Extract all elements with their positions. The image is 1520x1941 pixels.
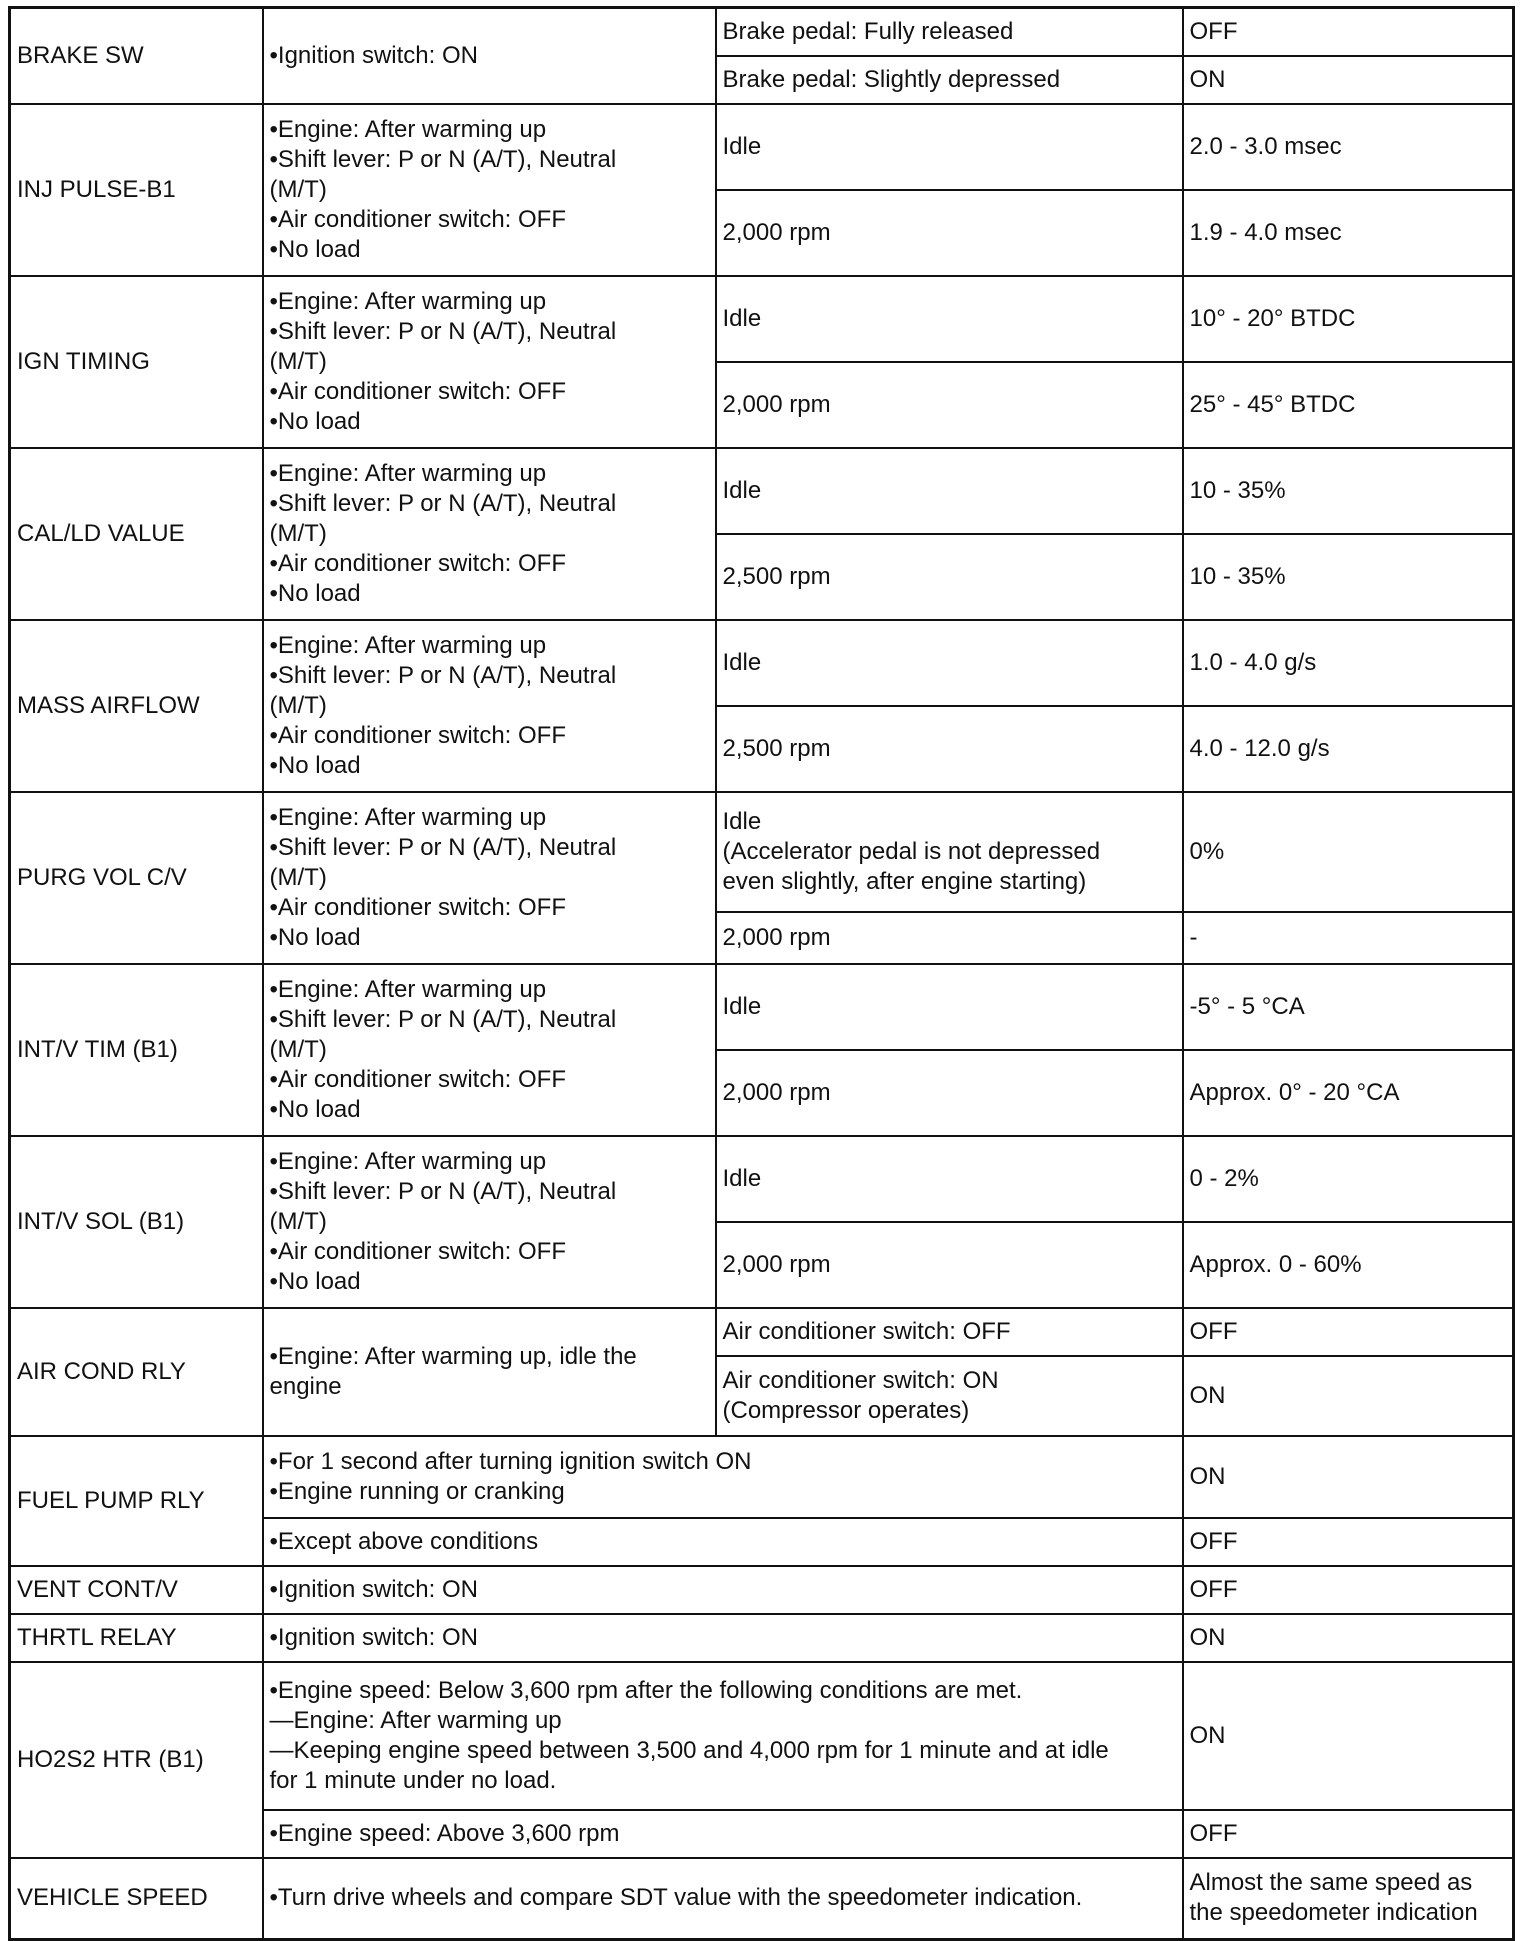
condition-line: •Turn drive wheels and compare SDT value with the speedometer indication. <box>269 1884 1083 1912</box>
condition-line: •Air conditioner switch: OFF <box>269 1065 566 1093</box>
condition-line: •No load <box>269 1095 361 1123</box>
value-cell: OFF <box>1183 1810 1514 1858</box>
condition-cell <box>263 448 716 620</box>
condition-cell <box>263 1858 1183 1940</box>
condition-line: •Shift lever: P or N (A/T), Neutral <box>269 489 617 517</box>
condition-cell <box>263 104 716 276</box>
condition-line: •Engine: After warming up <box>269 459 547 487</box>
monitor-item-fuel-pump-rly: FUEL PUMP RLY <box>10 1436 263 1566</box>
condition-line: •Engine: After warming up <box>269 287 547 315</box>
monitor-item-mass-airflow: MASS AIRFLOW <box>10 620 263 792</box>
monitor-item-thrtl-relay: THRTL RELAY <box>10 1614 263 1662</box>
condition-line: •No load <box>269 235 361 263</box>
condition-cell <box>263 1308 716 1436</box>
condition-cell <box>263 1436 1183 1518</box>
state-cell: Idle (Accelerator pedal is not depressed even slightly, after engine starting) <box>716 792 1183 912</box>
condition-line: •No load <box>269 1267 361 1295</box>
table-row <box>10 1136 1514 1222</box>
condition-line: •Air conditioner switch: OFF <box>269 721 566 749</box>
condition-line: (M/T) <box>269 1035 327 1063</box>
value-cell: Approx. 0 - 60% <box>1183 1222 1514 1308</box>
condition-line: (M/T) <box>269 863 327 891</box>
condition-line: •Engine: After warming up, idle the <box>269 1342 637 1370</box>
value-cell: Approx. 0° - 20 °CA <box>1183 1050 1514 1136</box>
value-cell: ON <box>1183 1614 1514 1662</box>
condition-line: engine <box>269 1372 342 1400</box>
value-cell: ON <box>1183 1662 1514 1810</box>
condition-line: —Engine: After warming up <box>269 1706 562 1734</box>
table-row <box>10 1662 1514 1810</box>
monitor-item-brake-sw: BRAKE SW <box>10 8 263 104</box>
value-cell: -5° - 5 °CA <box>1183 964 1514 1050</box>
condition-line: •No load <box>269 579 361 607</box>
condition-line: •Ignition switch: ON <box>269 1623 478 1651</box>
value-cell: - <box>1183 912 1514 964</box>
condition-line: •For 1 second after turning ignition switch ON <box>269 1447 752 1475</box>
value-cell: OFF <box>1183 1518 1514 1566</box>
monitor-item-ho2s2-htr-b1: HO2S2 HTR (B1) <box>10 1662 263 1858</box>
condition-line: (M/T) <box>269 519 327 547</box>
value-cell: OFF <box>1183 1308 1514 1356</box>
monitor-item-air-cond-rly: AIR COND RLY <box>10 1308 263 1436</box>
state-cell: 2,000 rpm <box>716 912 1183 964</box>
value-cell: 0 - 2% <box>1183 1136 1514 1222</box>
table-row <box>10 448 1514 534</box>
condition-cell <box>263 1810 1183 1858</box>
state-cell: 2,000 rpm <box>716 1222 1183 1308</box>
state-cell: Idle <box>716 1136 1183 1222</box>
spec-table-body <box>10 8 1514 1940</box>
table-row <box>10 1566 1514 1614</box>
value-cell: Almost the same speed as the speedometer indication <box>1183 1858 1514 1940</box>
state-cell: Idle <box>716 964 1183 1050</box>
condition-line: •Engine speed: Below 3,600 rpm after the following conditions are met. <box>269 1676 1023 1704</box>
value-cell: 1.0 - 4.0 g/s <box>1183 620 1514 706</box>
condition-line: •No load <box>269 407 361 435</box>
state-cell: 2,500 rpm <box>716 706 1183 792</box>
monitor-item-ign-timing: IGN TIMING <box>10 276 263 448</box>
table-row <box>10 1308 1514 1356</box>
value-cell: ON <box>1183 1436 1514 1518</box>
condition-cell <box>263 1614 1183 1662</box>
condition-line: •Engine speed: Above 3,600 rpm <box>269 1819 620 1847</box>
state-cell: Idle <box>716 104 1183 190</box>
condition-cell <box>263 964 716 1136</box>
value-cell: ON <box>1183 56 1514 104</box>
condition-line: •No load <box>269 923 361 951</box>
value-cell: OFF <box>1183 1566 1514 1614</box>
condition-cell <box>263 8 716 104</box>
condition-cell <box>263 1518 1183 1566</box>
monitor-item-purg-vol-c-v: PURG VOL C/V <box>10 792 263 964</box>
condition-line: •Engine: After warming up <box>269 803 547 831</box>
state-cell: Idle <box>716 620 1183 706</box>
condition-line: (M/T) <box>269 175 327 203</box>
condition-line: (M/T) <box>269 1207 327 1235</box>
condition-line: •Engine: After warming up <box>269 115 547 143</box>
value-cell: ON <box>1183 1356 1514 1436</box>
condition-line: •Shift lever: P or N (A/T), Neutral <box>269 317 617 345</box>
state-cell: Brake pedal: Fully released <box>716 8 1183 56</box>
state-cell: Brake pedal: Slightly depressed <box>716 56 1183 104</box>
value-cell: 0% <box>1183 792 1514 912</box>
condition-line: •Engine: After warming up <box>269 1147 547 1175</box>
state-cell: 2,000 rpm <box>716 190 1183 276</box>
value-cell: 10° - 20° BTDC <box>1183 276 1514 362</box>
condition-line: •Ignition switch: ON <box>269 41 478 69</box>
monitor-item-int-v-tim-b1: INT/V TIM (B1) <box>10 964 263 1136</box>
value-cell: 2.0 - 3.0 msec <box>1183 104 1514 190</box>
value-cell: 4.0 - 12.0 g/s <box>1183 706 1514 792</box>
state-cell: Idle <box>716 276 1183 362</box>
condition-line: •Engine: After warming up <box>269 631 547 659</box>
value-cell: 10 - 35% <box>1183 534 1514 620</box>
value-cell: OFF <box>1183 8 1514 56</box>
condition-line: for 1 minute under no load. <box>269 1766 557 1794</box>
condition-line: •Shift lever: P or N (A/T), Neutral <box>269 833 617 861</box>
table-row <box>10 964 1514 1050</box>
table-row <box>10 792 1514 912</box>
table-row <box>10 620 1514 706</box>
state-cell: Air conditioner switch: ON (Compressor operates) <box>716 1356 1183 1436</box>
condition-cell <box>263 1566 1183 1614</box>
monitor-spec-table <box>8 6 1515 1941</box>
condition-cell <box>263 276 716 448</box>
monitor-item-cal-ld-value: CAL/LD VALUE <box>10 448 263 620</box>
condition-line: •Air conditioner switch: OFF <box>269 205 566 233</box>
condition-cell <box>263 1662 1183 1810</box>
table-row <box>10 1858 1514 1940</box>
condition-cell <box>263 620 716 792</box>
table-row <box>10 276 1514 362</box>
state-cell: 2,000 rpm <box>716 1050 1183 1136</box>
table-row <box>10 8 1514 56</box>
monitor-item-inj-pulse-b1: INJ PULSE-B1 <box>10 104 263 276</box>
monitor-item-vent-cont-v: VENT CONT/V <box>10 1566 263 1614</box>
condition-line: •Shift lever: P or N (A/T), Neutral <box>269 1005 617 1033</box>
condition-cell <box>263 792 716 964</box>
value-cell: 10 - 35% <box>1183 448 1514 534</box>
condition-line: •Except above conditions <box>269 1527 539 1555</box>
condition-line: (M/T) <box>269 691 327 719</box>
condition-cell <box>263 1136 716 1308</box>
table-row <box>10 1436 1514 1518</box>
condition-line: •Air conditioner switch: OFF <box>269 893 566 921</box>
monitor-item-int-v-sol-b1: INT/V SOL (B1) <box>10 1136 263 1308</box>
state-cell: Idle <box>716 448 1183 534</box>
value-cell: 25° - 45° BTDC <box>1183 362 1514 448</box>
value-cell: 1.9 - 4.0 msec <box>1183 190 1514 276</box>
state-cell: Air conditioner switch: OFF <box>716 1308 1183 1356</box>
condition-line: •No load <box>269 751 361 779</box>
condition-line: •Shift lever: P or N (A/T), Neutral <box>269 1177 617 1205</box>
spec-table-frame <box>8 6 1512 1941</box>
condition-line: •Air conditioner switch: OFF <box>269 1237 566 1265</box>
table-row <box>10 104 1514 190</box>
condition-line: •Ignition switch: ON <box>269 1575 478 1603</box>
condition-line: •Air conditioner switch: OFF <box>269 549 566 577</box>
monitor-item-vehicle-speed: VEHICLE SPEED <box>10 1858 263 1940</box>
condition-line: •Shift lever: P or N (A/T), Neutral <box>269 145 617 173</box>
condition-line: •Engine running or cranking <box>269 1477 565 1505</box>
state-cell: 2,000 rpm <box>716 362 1183 448</box>
condition-line: •Air conditioner switch: OFF <box>269 377 566 405</box>
table-row <box>10 1614 1514 1662</box>
condition-line: •Engine: After warming up <box>269 975 547 1003</box>
condition-line: (M/T) <box>269 347 327 375</box>
state-cell: 2,500 rpm <box>716 534 1183 620</box>
condition-line: •Shift lever: P or N (A/T), Neutral <box>269 661 617 689</box>
condition-line: —Keeping engine speed between 3,500 and 4,000 rpm for 1 minute and at idle <box>269 1736 1109 1764</box>
